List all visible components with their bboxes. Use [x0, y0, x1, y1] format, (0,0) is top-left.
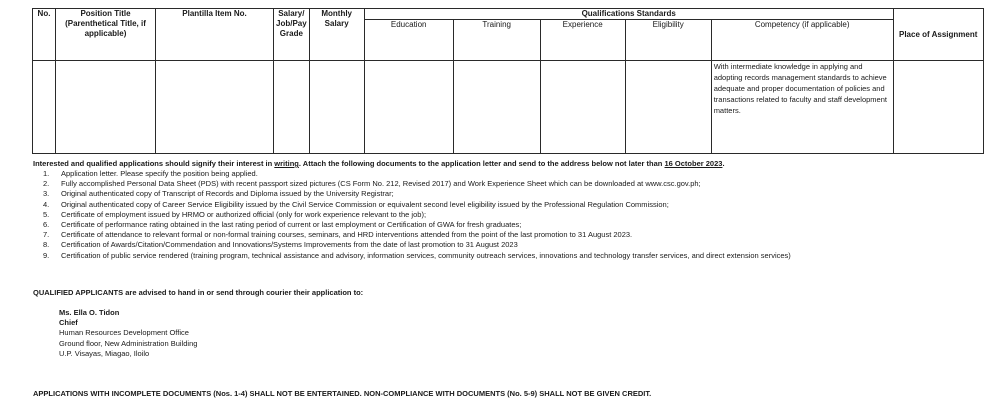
- document-item: [33, 169, 791, 179]
- document-item: [33, 189, 791, 199]
- document-text: Certification of public service rendered (training program, technical assistance and advisory, information services, community outreach services, innovations and technology transfer services, and direct extension services): [61, 250, 791, 260]
- cell-competency: With intermediate knowledge in applying and adopting records management standards to achieve adequate and proper documentation of policies and transactions related to faculty and staff development matters.: [711, 61, 893, 154]
- document-text: Certificate of performance rating obtained in the last rating period of current or last employment or Certification of GWA for fresh graduates;: [61, 220, 522, 230]
- qualified-applicants-note: QUALIFIED APPLICANTS are advised to hand in or send through courier their application to:: [33, 288, 364, 297]
- document-text: Certificate of attendance to relevant formal or non-formal training courses, seminars, and HRD interventions attended from the point of the last promotion to 31 August 2023.: [61, 230, 633, 240]
- intro-text-end: .: [722, 159, 725, 168]
- document-number: 6.: [43, 220, 50, 230]
- recipient-name: Ms. Ella O. Tidon: [59, 308, 120, 317]
- document-item: [33, 210, 791, 220]
- intro-text-start: Interested and qualified applications should signify their interest in: [33, 159, 275, 168]
- incomplete-documents-warning: APPLICATIONS WITH INCOMPLETE DOCUMENTS (Nos. 1-4) SHALL NOT BE ENTERTAINED. NON-COMPLIANCE WITH DOCUMENTS (No. 5-9) SHALL NOT BE GIVEN CREDIT.: [33, 389, 652, 398]
- header-no: No.: [33, 9, 56, 61]
- document-item: [33, 220, 791, 230]
- header-education: Education: [364, 20, 453, 61]
- header-place-of-assignment: Place of Assignment: [893, 9, 983, 61]
- header-salary-grade: Salary/ Job/Pay Grade: [274, 9, 310, 61]
- header-monthly-salary: Monthly Salary: [309, 9, 364, 61]
- mailing-address: [59, 308, 197, 359]
- required-documents-list: [33, 169, 791, 261]
- document-text: Certificate of employment issued by HRMO or authorized official (only for work experience relevant to the job);: [61, 209, 427, 219]
- header-plantilla-item: Plantilla Item No.: [156, 9, 274, 61]
- document-item: [33, 179, 791, 189]
- cell-education: [364, 61, 453, 154]
- cell-salary-grade: [274, 61, 310, 154]
- document-text: Application letter. Please specify the position being applied.: [61, 169, 258, 178]
- cell-eligibility: [625, 61, 711, 154]
- header-position-title: Position Title (Parenthetical Title, if applicable): [56, 9, 156, 61]
- document-item: [33, 251, 791, 261]
- recipient-office: Human Resources Development Office: [59, 328, 189, 338]
- recipient-title: Chief: [59, 318, 78, 328]
- header-qualifications: Qualifications Standards: [364, 9, 893, 20]
- document-text: Original authenticated copy of Transcript of Records and Diploma issued by the University Registrar;: [61, 189, 394, 199]
- intro-writing-emphasis: writing: [274, 159, 299, 168]
- document-item: [33, 240, 791, 250]
- document-item: [33, 230, 791, 240]
- deadline-date: 16 October 2023: [664, 159, 723, 168]
- cell-position-title: [56, 61, 156, 154]
- document-item: [33, 200, 791, 210]
- header-experience: Experience: [540, 20, 625, 61]
- header-training: Training: [453, 20, 540, 61]
- document-number: 3.: [43, 189, 50, 199]
- document-number: 8.: [43, 240, 50, 250]
- cell-place-of-assignment: [893, 61, 983, 154]
- intro-text-middle: . Attach the following documents to the application letter and send to the address below not later than: [298, 159, 665, 168]
- application-instructions: [33, 159, 725, 169]
- header-eligibility: Eligibility: [625, 20, 711, 61]
- header-competency: Competency (if applicable): [711, 20, 893, 61]
- document-text: Certification of Awards/Citation/Commendation and Innovations/Systems Improvements from the date of last promotion to 31 August 2023: [61, 240, 518, 250]
- document-number: 1.: [43, 169, 50, 178]
- cell-plantilla-item: [156, 61, 274, 154]
- position-table: [32, 8, 984, 154]
- document-text: Fully accomplished Personal Data Sheet (PDS) with recent passport sized pictures (CS Form No. 212, Revised 2017) and Work Experience Sheet which can be downloaded at www.csc.gov.ph;: [61, 179, 701, 189]
- document-number: 4.: [43, 199, 50, 209]
- cell-training: [453, 61, 540, 154]
- cell-monthly-salary: [309, 61, 364, 154]
- document-number: 5.: [43, 209, 50, 219]
- recipient-building: Ground floor, New Administration Building: [59, 338, 198, 348]
- document-number: 7.: [43, 230, 50, 240]
- recipient-location: U.P. Visayas, Miagao, Iloilo: [59, 348, 150, 358]
- document-number: 2.: [43, 179, 50, 189]
- cell-no: [33, 61, 56, 154]
- document-number: 9.: [43, 250, 50, 260]
- cell-experience: [540, 61, 625, 154]
- document-text: Original authenticated copy of Career Service Eligibility issued by the Civil Service Commission or equivalent second level eligibility issued by the Professional Regulation Commission;: [61, 199, 669, 209]
